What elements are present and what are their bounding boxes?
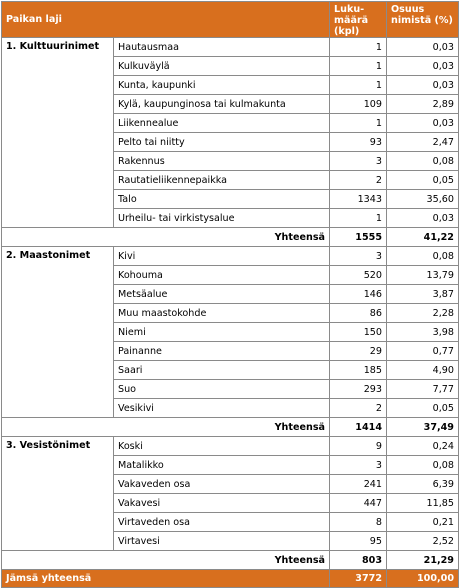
subtotal-count: 1414	[330, 418, 387, 437]
header-count-line-3: (kpl)	[334, 26, 360, 37]
group-name: 1. Kulttuurinimet	[2, 38, 114, 228]
share-value: 6,39	[387, 475, 459, 494]
grand-total-label: Jämsä yhteensä	[2, 570, 330, 588]
place-type-name: Vakaveden osa	[114, 475, 330, 494]
count-value: 1	[330, 114, 387, 133]
count-value: 2	[330, 171, 387, 190]
share-value: 3,87	[387, 285, 459, 304]
table-row	[2, 38, 459, 57]
count-value: 1343	[330, 190, 387, 209]
place-type-name: Matalikko	[114, 456, 330, 475]
place-type-name: Metsäalue	[114, 285, 330, 304]
group-name: 3. Vesistönimet	[2, 437, 114, 551]
share-value: 2,89	[387, 95, 459, 114]
count-value: 86	[330, 304, 387, 323]
header-count-line-2: määrä	[334, 15, 369, 26]
count-value: 293	[330, 380, 387, 399]
count-value: 1	[330, 38, 387, 57]
count-value: 95	[330, 532, 387, 551]
share-value: 0,08	[387, 247, 459, 266]
subtotal-count: 803	[330, 551, 387, 570]
count-value: 29	[330, 342, 387, 361]
subtotal-label: Yhteensä	[2, 551, 330, 570]
share-value: 7,77	[387, 380, 459, 399]
place-type-name: Virtaveden osa	[114, 513, 330, 532]
count-value: 3	[330, 152, 387, 171]
count-value: 8	[330, 513, 387, 532]
place-type-name: Koski	[114, 437, 330, 456]
place-type-name: Kivi	[114, 247, 330, 266]
count-value: 3	[330, 456, 387, 475]
grand-total-share: 100,00	[387, 570, 459, 588]
share-value: 35,60	[387, 190, 459, 209]
subtotal-label: Yhteensä	[2, 228, 330, 247]
place-type-name: Vesikivi	[114, 399, 330, 418]
count-value: 93	[330, 133, 387, 152]
header-count-line-1: Luku-	[334, 4, 365, 15]
header-place-type: Paikan laji	[2, 2, 330, 38]
count-value: 520	[330, 266, 387, 285]
place-type-name: Niemi	[114, 323, 330, 342]
subtotal-label: Yhteensä	[2, 418, 330, 437]
header-share	[387, 2, 459, 38]
subtotal-row	[2, 228, 459, 247]
share-value: 0,21	[387, 513, 459, 532]
table-row	[2, 247, 459, 266]
subtotal-count: 1555	[330, 228, 387, 247]
count-value: 447	[330, 494, 387, 513]
group-name: 2. Maastonimet	[2, 247, 114, 418]
place-type-name: Hautausmaa	[114, 38, 330, 57]
header-share-line-2: nimistä (%)	[391, 15, 453, 26]
place-type-name: Rakennus	[114, 152, 330, 171]
place-type-name: Muu maastokohde	[114, 304, 330, 323]
count-value: 241	[330, 475, 387, 494]
subtotal-row	[2, 418, 459, 437]
table-row	[2, 437, 459, 456]
place-type-name: Saari	[114, 361, 330, 380]
subtotal-row	[2, 551, 459, 570]
place-type-name: Pelto tai niitty	[114, 133, 330, 152]
count-value: 3	[330, 247, 387, 266]
share-value: 3,98	[387, 323, 459, 342]
place-type-name: Suo	[114, 380, 330, 399]
table-header-row	[2, 2, 459, 38]
count-value: 1	[330, 209, 387, 228]
share-value: 0,24	[387, 437, 459, 456]
share-value: 2,47	[387, 133, 459, 152]
place-type-name: Talo	[114, 190, 330, 209]
share-value: 13,79	[387, 266, 459, 285]
grand-total-count: 3772	[330, 570, 387, 588]
share-value: 0,05	[387, 399, 459, 418]
share-value: 0,77	[387, 342, 459, 361]
share-value: 0,03	[387, 76, 459, 95]
count-value: 146	[330, 285, 387, 304]
share-value: 0,03	[387, 209, 459, 228]
share-value: 0,08	[387, 152, 459, 171]
place-type-name: Rautatieliikennepaikka	[114, 171, 330, 190]
count-value: 185	[330, 361, 387, 380]
place-type-name: Kulkuväylä	[114, 57, 330, 76]
share-value: 0,03	[387, 57, 459, 76]
subtotal-share: 41,22	[387, 228, 459, 247]
place-type-name: Painanne	[114, 342, 330, 361]
place-type-name: Kylä, kaupunginosa tai kulmakunta	[114, 95, 330, 114]
count-value: 150	[330, 323, 387, 342]
share-value: 2,52	[387, 532, 459, 551]
header-count	[330, 2, 387, 38]
grand-total-row	[2, 570, 459, 588]
share-value: 4,90	[387, 361, 459, 380]
count-value: 9	[330, 437, 387, 456]
count-value: 1	[330, 57, 387, 76]
subtotal-share: 37,49	[387, 418, 459, 437]
subtotal-share: 21,29	[387, 551, 459, 570]
share-value: 0,03	[387, 38, 459, 57]
share-value: 0,03	[387, 114, 459, 133]
place-type-table	[1, 1, 459, 588]
place-type-name: Virtavesi	[114, 532, 330, 551]
place-type-name: Liikennealue	[114, 114, 330, 133]
place-type-name: Vakavesi	[114, 494, 330, 513]
header-share-line-1: Osuus	[391, 4, 425, 15]
place-type-name: Kohouma	[114, 266, 330, 285]
place-type-name: Kunta, kaupunki	[114, 76, 330, 95]
count-value: 2	[330, 399, 387, 418]
share-value: 0,05	[387, 171, 459, 190]
place-type-name: Urheilu- tai virkistysalue	[114, 209, 330, 228]
share-value: 11,85	[387, 494, 459, 513]
share-value: 0,08	[387, 456, 459, 475]
count-value: 1	[330, 76, 387, 95]
share-value: 2,28	[387, 304, 459, 323]
count-value: 109	[330, 95, 387, 114]
